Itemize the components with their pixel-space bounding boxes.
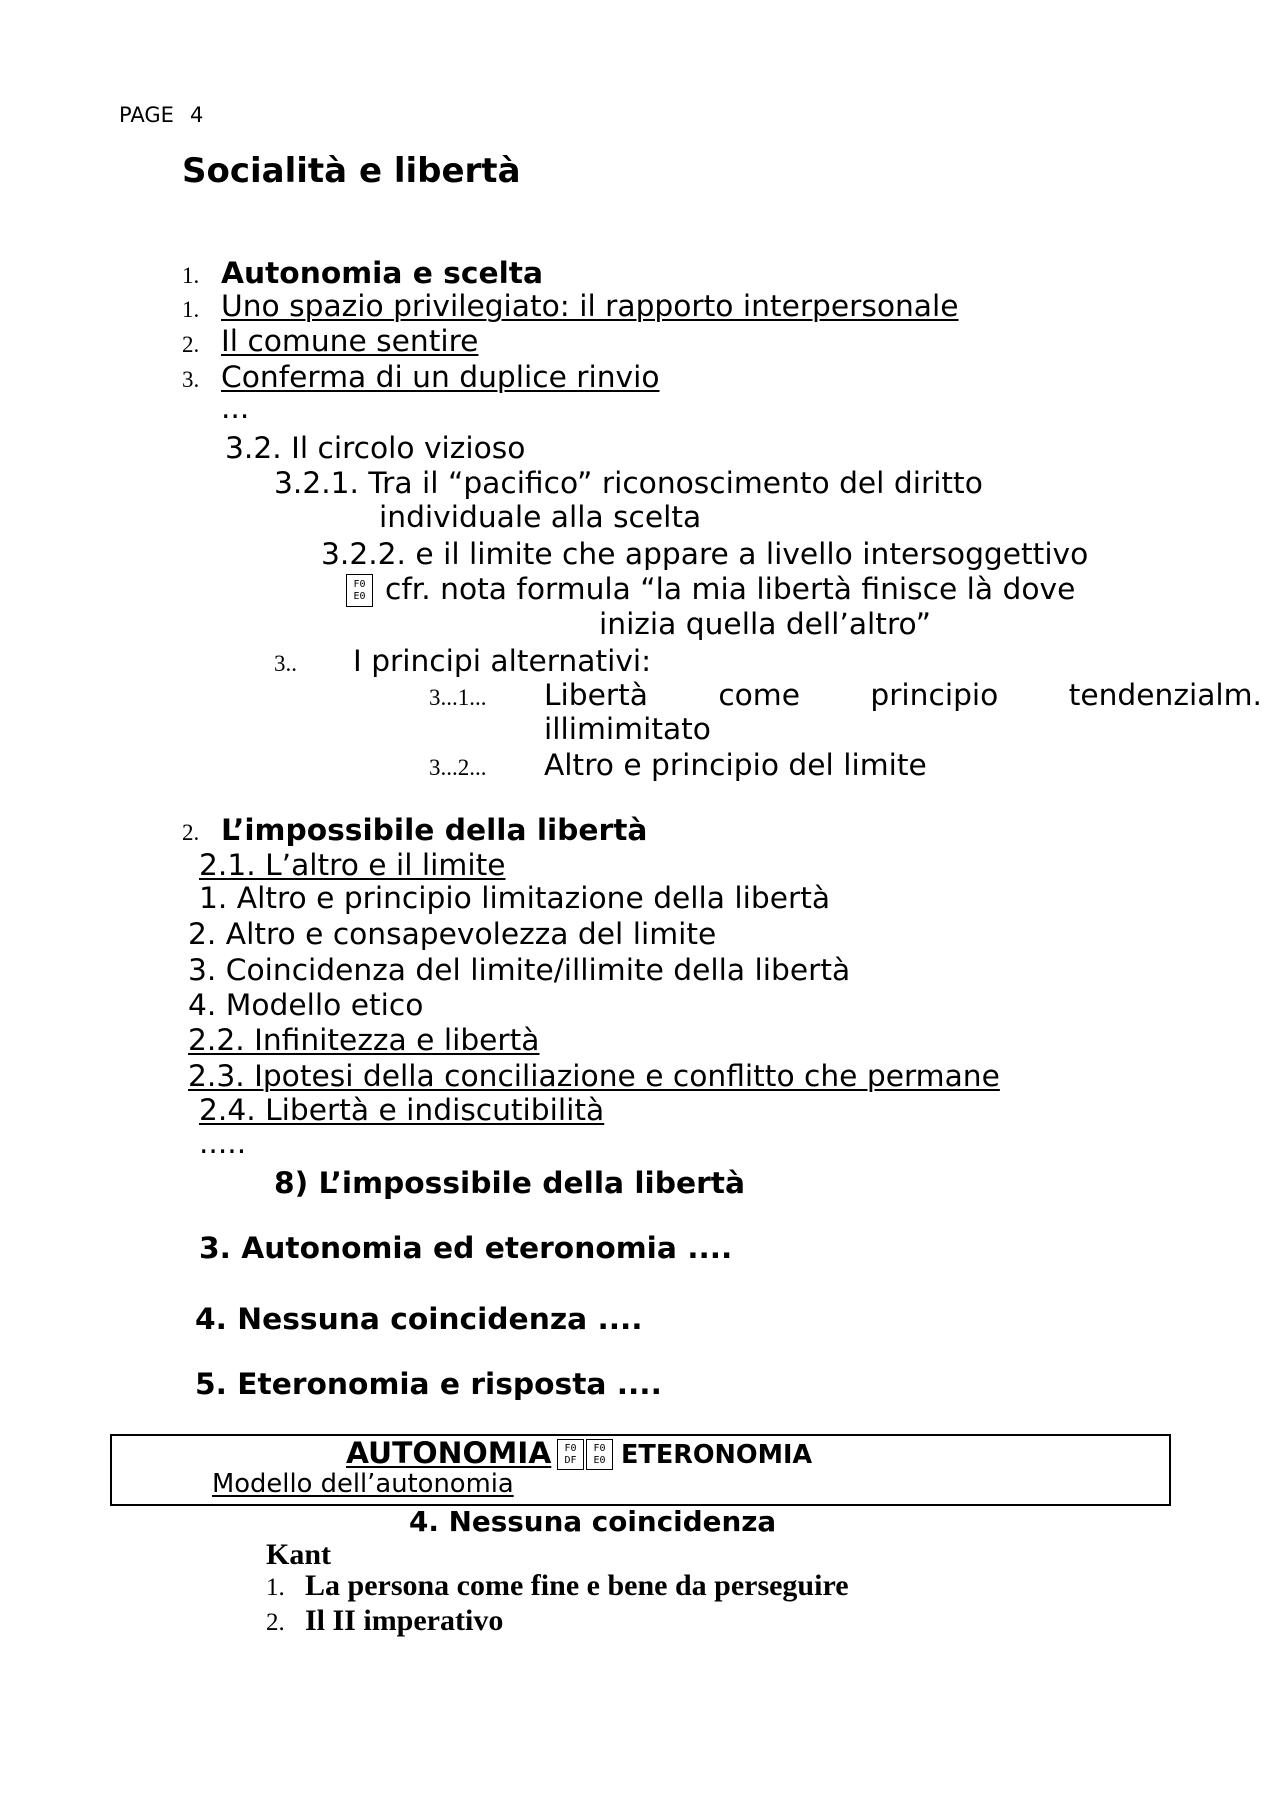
list-item: La persona come fine e bene da perseguire (305, 1569, 849, 1602)
outline-line: I principi alternativi: (353, 644, 652, 679)
outline-line: 1. Altro e principio limitazione della libertà (199, 881, 831, 916)
missing-glyph-icon (346, 574, 373, 607)
model-box (110, 1434, 1171, 1506)
subsection-heading: 2.3. Ipotesi della conciliazione e conflitto che permane (188, 1059, 1000, 1094)
section-heading: L’impossibile della libertà (221, 813, 648, 848)
note-line: inizia quella dell’altro” (599, 607, 931, 642)
subsection-heading: 3.2. Il circolo vizioso (225, 431, 526, 466)
outline-line: 4. Modello etico (188, 988, 424, 1023)
outline-line: illimimitato (544, 712, 711, 747)
section-heading: 8) L’impossibile della libertà (274, 1166, 745, 1201)
subsection-heading: 2.1. L’altro e il limite (199, 848, 506, 883)
list-number: 2. (266, 1609, 285, 1636)
missing-glyph-icon (557, 1439, 584, 1470)
list-item: Il II imperativo (305, 1604, 504, 1637)
section-number: 1. (182, 263, 200, 288)
list-number: 3. (182, 367, 200, 392)
box-right-term: ETERONOMIA (621, 1440, 813, 1470)
ellipsis: ..... (199, 1126, 247, 1161)
glyph-code-high: F0 (593, 1442, 606, 1454)
list-item: Uno spazio privilegiato: il rapporto interpersonale (221, 289, 959, 324)
list-item: Il comune sentire (221, 324, 479, 359)
list-number: 3...2... (429, 755, 487, 780)
section-heading: 3. Autonomia ed eteronomia .... (199, 1231, 733, 1266)
outline-line: 3.2.2. e il limite che appare a livello intersoggettivo (321, 537, 1089, 572)
outline-line: 2. Altro e consapevolezza del limite (188, 917, 717, 952)
list-item: Conferma di un duplice rinvio (221, 360, 660, 395)
subsection-heading: 4. Nessuna coincidenza (409, 1505, 777, 1538)
glyph-code-low: DF (564, 1454, 577, 1466)
glyph-code-high: F0 (353, 578, 366, 590)
subsection-heading: 2.4. Libertà e indiscutibilità (199, 1093, 605, 1128)
subsection-heading: 2.2. Infinitezza e libertà (188, 1023, 540, 1058)
page-label: PAGE (119, 103, 174, 127)
page-title: Socialità e libertà (182, 151, 521, 191)
list-number: 1. (182, 297, 200, 322)
section-number: 2. (182, 820, 200, 845)
outline-line: 3.2.1. Tra il “pacifico” riconoscimento del diritto (274, 466, 983, 501)
glyph-code-low: E0 (353, 590, 366, 602)
section-heading: Autonomia e scelta (221, 256, 543, 291)
list-number: 2. (182, 332, 200, 357)
outline-line: individuale alla scelta (379, 500, 702, 535)
glyph-code-high: F0 (564, 1442, 577, 1454)
page-number: 4 (190, 103, 204, 127)
note-line: cfr. nota formula “la mia libertà finisce là dove (385, 572, 1076, 607)
outline-line: Libertà come principio tendenzialm. (544, 678, 1262, 713)
glyph-code-low: E0 (593, 1454, 606, 1466)
author-name: Kant (266, 1538, 332, 1571)
list-number: 1. (266, 1574, 285, 1601)
ellipsis: ... (221, 391, 250, 426)
outline-line: Altro e principio del limite (544, 748, 927, 783)
section-heading: 4. Nessuna coincidenza .... (195, 1302, 643, 1337)
missing-glyph-icon (586, 1439, 613, 1470)
outline-line: 3. Coincidenza del limite/illimite della libertà (188, 953, 851, 988)
box-caption: Modello dell’autonomia (212, 1469, 514, 1499)
list-number: 3.. (274, 651, 297, 676)
list-number: 3...1... (429, 685, 487, 710)
section-heading: 5. Eteronomia e risposta .... (195, 1367, 662, 1402)
box-left-term: AUTONOMIA (346, 1436, 552, 1471)
